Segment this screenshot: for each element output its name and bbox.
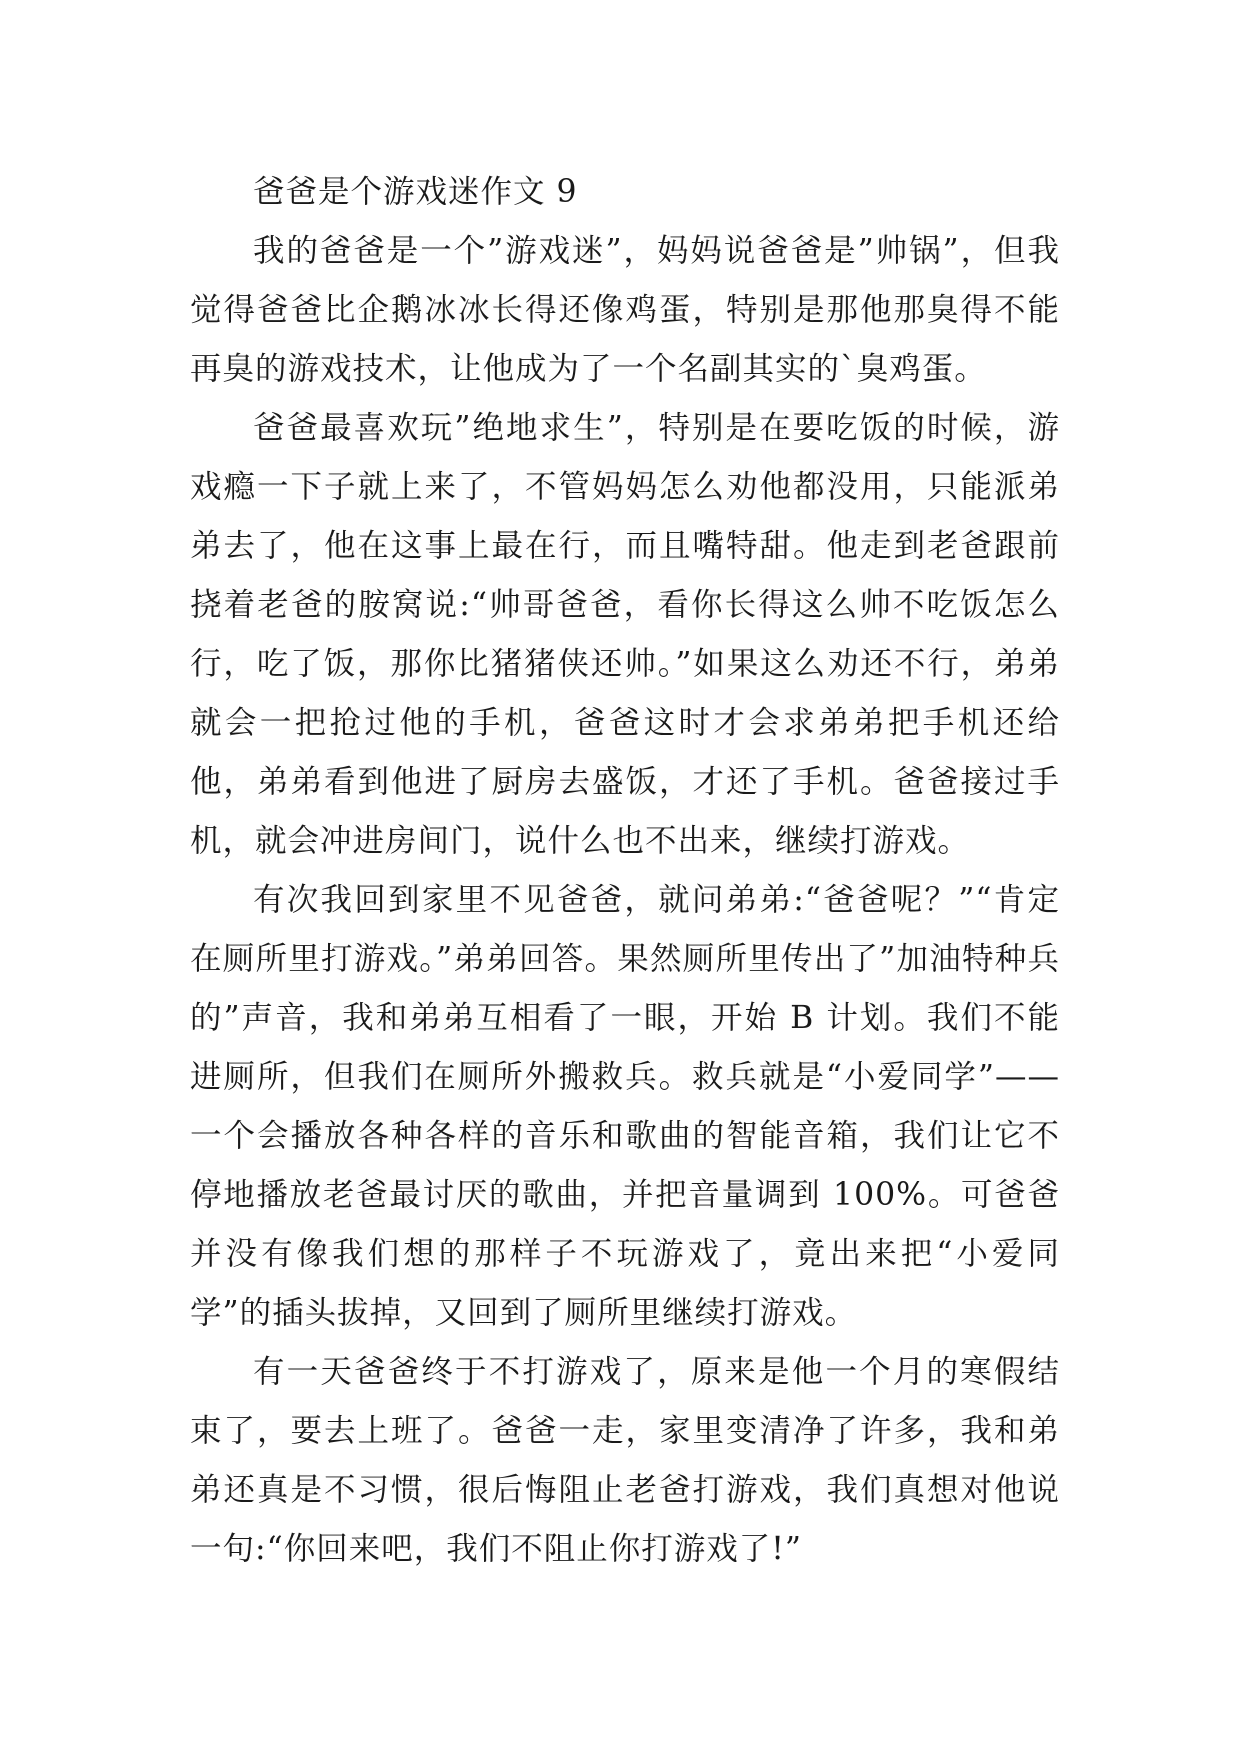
paragraph-1: 我的爸爸是一个”游戏迷”，妈妈说爸爸是”帅锅”，但我觉得爸爸比企鹅冰冰长得还像鸡蛋，特别是那他那臭得不能再臭的游戏技术，让他成为了一个名副其实的`臭鸡蛋。 [190,233,1060,387]
document-title: 爸爸是个游戏迷作文 9 [253,174,578,210]
paragraph-3: 有次我回到家里不见爸爸，就问弟弟:“爸爸呢？”“肯定在厕所里打游戏。”弟弟回答。果然厕所里传出了”加油特种兵的”声音，我和弟弟互相看了一眼，开始 B 计划。我们不能进厕所，但我们在厕所外搬救兵。救兵就是“小爱同学”——一个会播放各种各样的音乐和歌曲的智能音箱，我们让它不停地播放老爸最讨厌的歌曲，并把音量调到 100%。可爸爸并没有像我们想的那样子不玩游戏了，竟出来把“小爱同学”的插头拔掉，又回到了厕所里继续打游戏。 [190,882,1060,1331]
paragraph-4: 有一天爸爸终于不打游戏了，原来是他一个月的寒假结束了，要去上班了。爸爸一走，家里变清净了许多，我和弟弟还真是不习惯，很后悔阻止老爸打游戏，我们真想对他说一句:“你回来吧，我们不阻止你打游戏了!” [190,1354,1060,1567]
paragraph-2: 爸爸最喜欢玩”绝地求生”，特别是在要吃饭的时候，游戏瘾一下子就上来了，不管妈妈怎么劝他都没用，只能派弟弟去了，他在这事上最在行，而且嘴特甜。他走到老爸跟前挠着老爸的胺窝说:“帅哥爸爸，看你长得这么帅不吃饭怎么行，吃了饭，那你比猪猪侠还帅。”如果这么劝还不行，弟弟就会一把抢过他的手机，爸爸这时才会求弟弟把手机还给他，弟弟看到他进了厨房去盛饭，才还了手机。爸爸接过手机，就会冲进房间门，说什么也不出来，继续打游戏。 [190,410,1060,859]
document-page [190,163,1060,1579]
